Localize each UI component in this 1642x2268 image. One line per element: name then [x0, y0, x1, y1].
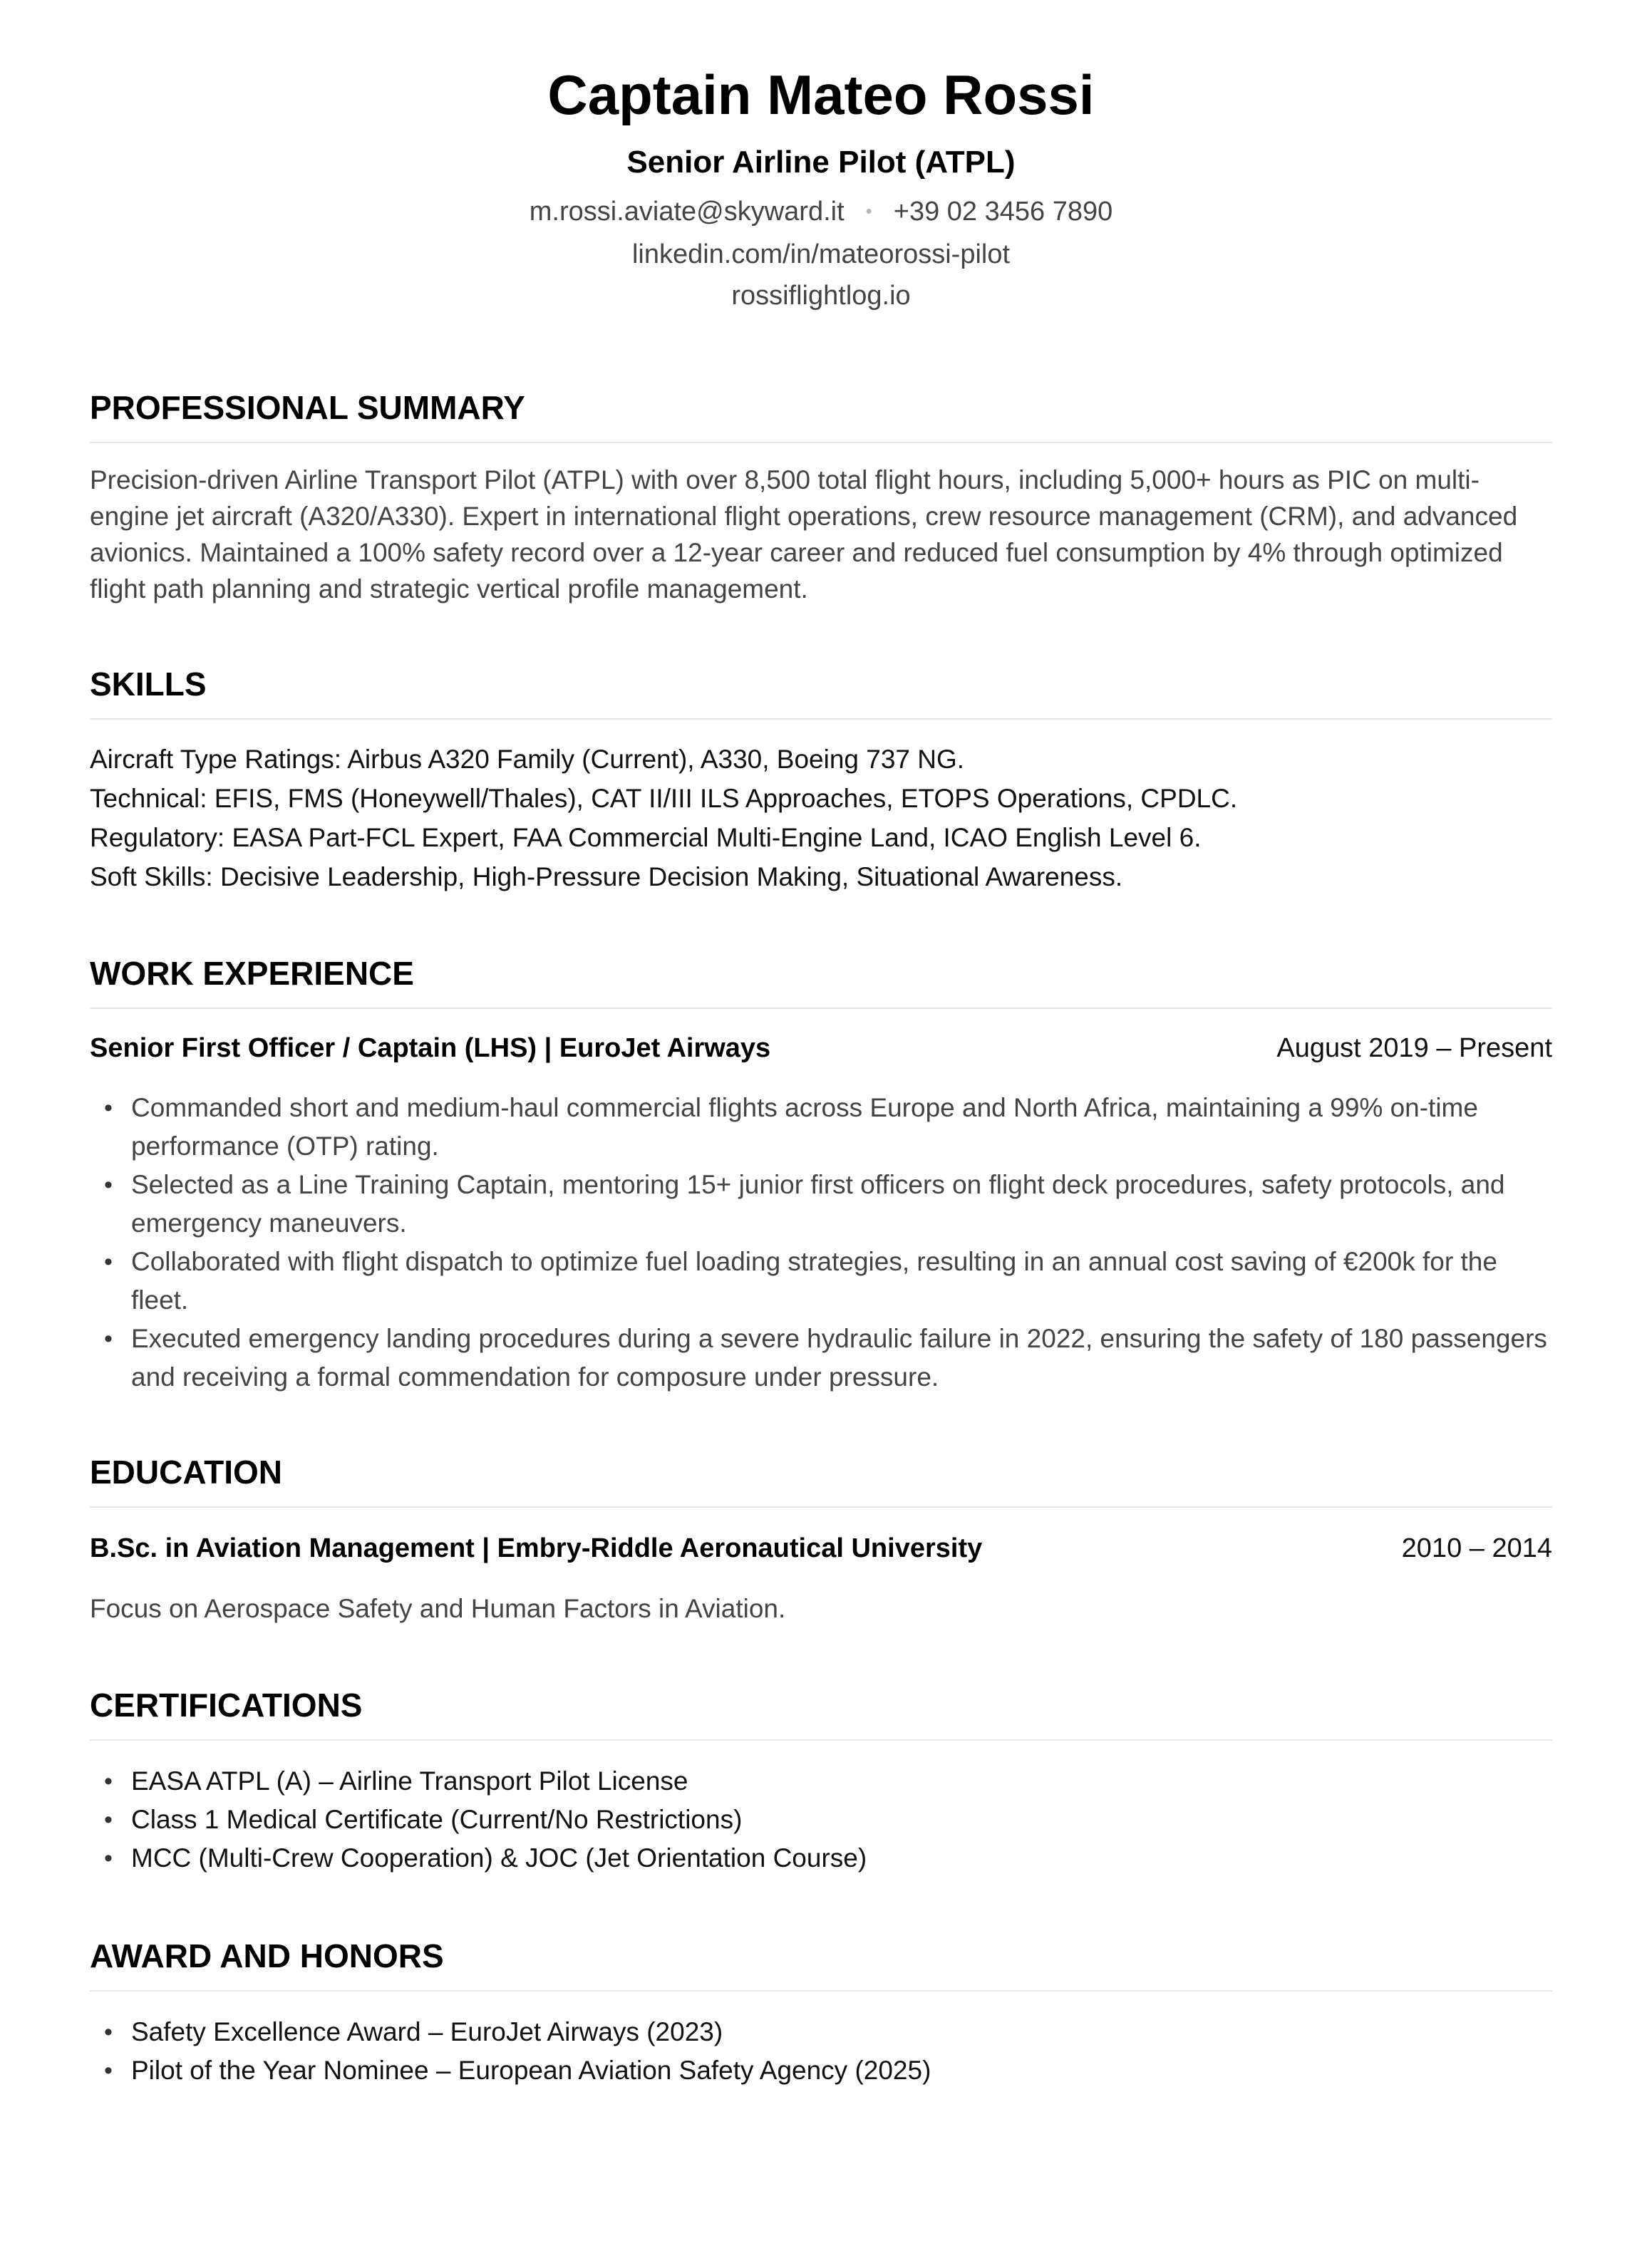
skill-line: Soft Skills: Decisive Leadership, High-Pressure Decision Making, Situational Awareness. [90, 861, 1123, 891]
list-item: • Executed emergency landing procedures during a severe hydraulic failure in 2022, ensuring the safety of 180 passengers and receiving a formal commendation for composure under pressure. [131, 1320, 1552, 1397]
skill-line: Technical: EFIS, FMS (Honeywell/Thales), CAT II/III ILS Approaches, ETOPS Operations, CPDLC. [90, 783, 1238, 813]
list-item: • Commanded short and medium-haul commercial flights across Europe and North Africa, maintaining a 99% on-time performance (OTP) rating. [131, 1089, 1552, 1166]
section-heading-certifications: CERTIFICATIONS [90, 1684, 1552, 1741]
education-entry-header [90, 1529, 1552, 1568]
list-item: • Class 1 Medical Certificate (Current/No Restrictions) [131, 1801, 1552, 1839]
experience-entry-header [90, 1029, 1552, 1067]
summary-section [90, 386, 1552, 607]
experience-bullets [90, 1089, 1552, 1397]
skills-list [90, 740, 1552, 896]
list-item: • EASA ATPL (A) – Airline Transport Pilot License [131, 1762, 1552, 1801]
section-heading-experience: WORK EXPERIENCE [90, 952, 1552, 1009]
certifications-list [90, 1762, 1552, 1878]
list-item: • Collaborated with flight dispatch to optimize fuel loading strategies, resulting in an annual cost saving of €200k for the fleet. [131, 1243, 1552, 1320]
section-heading-summary: PROFESSIONAL SUMMARY [90, 386, 1552, 443]
phone-number[interactable]: +39 02 3456 7890 [893, 197, 1113, 227]
contact-line-primary [90, 191, 1552, 234]
resume-header [90, 0, 1552, 316]
contact-separator: • [865, 200, 872, 222]
website-link[interactable]: rossiflightlog.io [731, 280, 911, 311]
list-item: • Pilot of the Year Nominee – European Aviation Safety Agency (2025) [131, 2051, 1552, 2090]
list-item: • Selected as a Line Training Captain, mentoring 15+ junior first officers on flight deck procedures, safety protocols, and emergency maneuvers. [131, 1166, 1552, 1243]
awards-list [90, 2013, 1552, 2090]
section-heading-awards: AWARD AND HONORS [90, 1935, 1552, 1992]
job-title: Senior First Officer / Captain (LHS) | EuroJet Airways [90, 1032, 771, 1063]
certifications-section [90, 1684, 1552, 1878]
skills-section [90, 663, 1552, 896]
education-note: Focus on Aerospace Safety and Human Factors in Aviation. [90, 1593, 786, 1623]
degree-title: B.Sc. in Aviation Management | Embry-Riddle Aeronautical University [90, 1533, 983, 1563]
skill-line: Regulatory: EASA Part-FCL Expert, FAA Commercial Multi-Engine Land, ICAO English Level 6. [90, 822, 1202, 852]
list-item: • Safety Excellence Award – EuroJet Airways (2023) [131, 2013, 1552, 2051]
candidate-title: Senior Airline Pilot (ATPL) [626, 145, 1016, 180]
education-section [90, 1451, 1552, 1627]
skill-line: Aircraft Type Ratings: Airbus A320 Family (Current), A330, Boeing 737 NG. [90, 744, 965, 774]
education-dates: 2010 – 2014 [1401, 1533, 1552, 1563]
section-heading-education: EDUCATION [90, 1451, 1552, 1508]
list-item: • MCC (Multi-Crew Cooperation) & JOC (Jet Orientation Course) [131, 1839, 1552, 1878]
summary-text: Precision-driven Airline Transport Pilot (ATPL) with over 8,500 total flight hours, including 5,000+ hours as PIC on multi-engine jet aircraft (A320/A330). Expert in international flight operations, crew resource management (CRM), and advanced avionics. Maintained a 100% safety record over a 12-year career and reduced fuel consumption by 4% through optimized flight path planning and strategic vertical profile management. [90, 465, 1518, 604]
linkedin-link[interactable]: linkedin.com/in/mateorossi-pilot [631, 239, 1011, 269]
experience-section [90, 952, 1552, 1397]
email-link[interactable]: m.rossi.aviate@skyward.it [529, 197, 845, 227]
candidate-name: Captain Mateo Rossi [547, 63, 1095, 126]
awards-section [90, 1935, 1552, 2090]
section-heading-skills: SKILLS [90, 663, 1552, 720]
job-dates: August 2019 – Present [1276, 1032, 1552, 1063]
